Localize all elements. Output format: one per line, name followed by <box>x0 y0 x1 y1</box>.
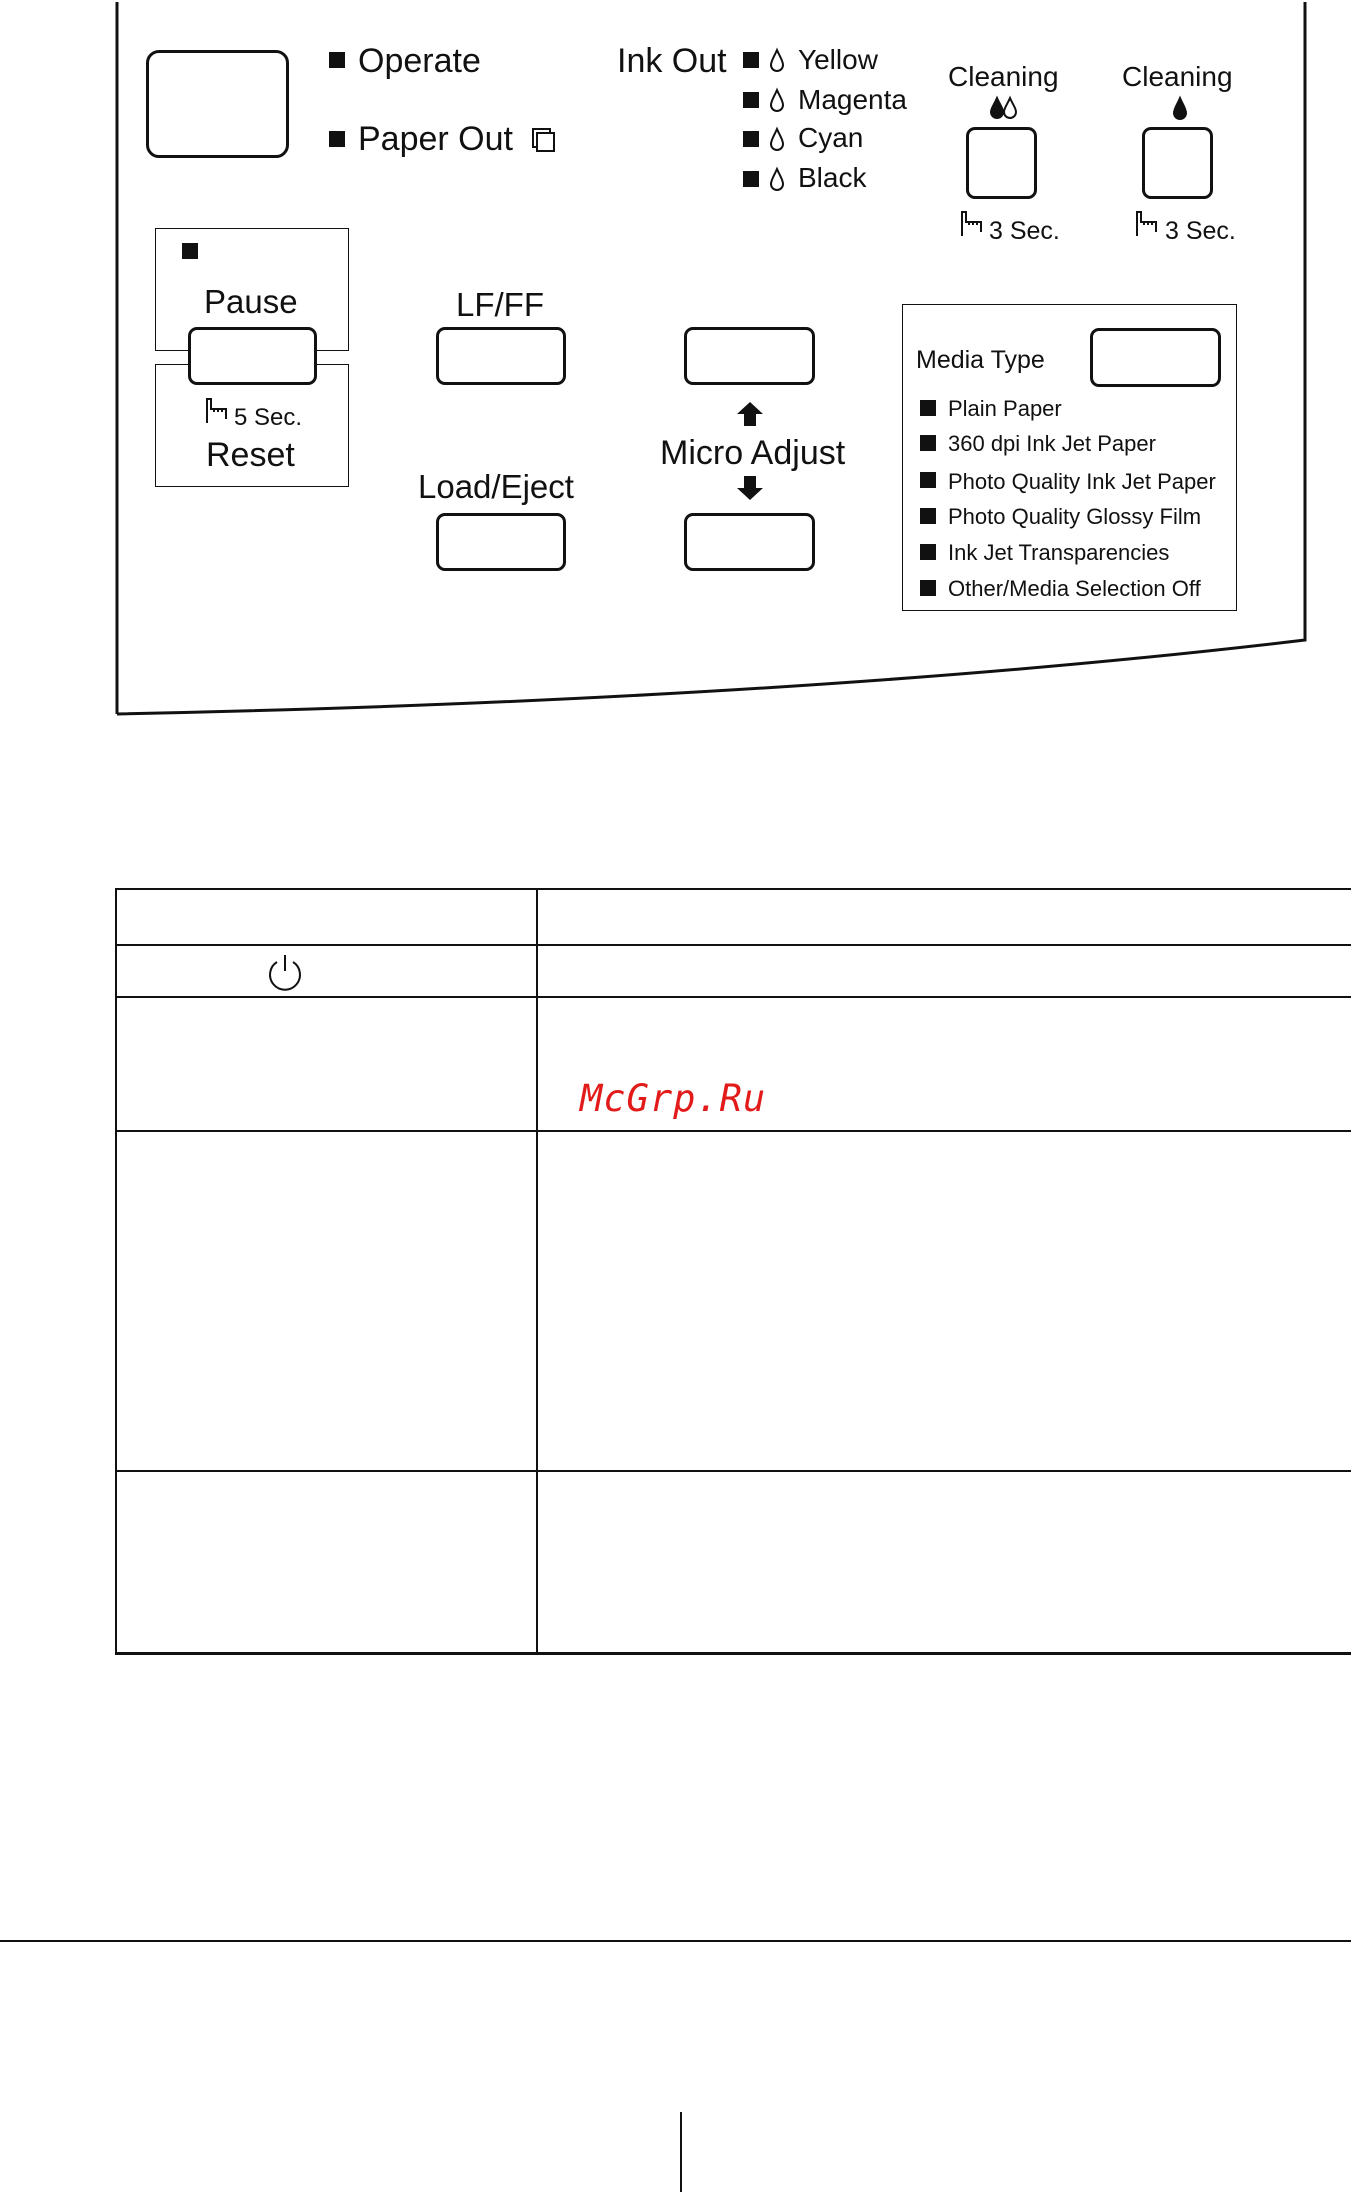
load-eject-button[interactable] <box>436 513 566 571</box>
media-option-label: Photo Quality Glossy Film <box>948 504 1202 529</box>
media-option-label: Photo Quality Ink Jet Paper <box>948 469 1216 494</box>
media-transparencies-light <box>920 544 936 560</box>
media-plain-paper-light <box>920 400 936 416</box>
ink-drop-icon <box>769 127 785 151</box>
ink-drop-icon <box>769 48 785 72</box>
arrow-down-icon <box>735 475 765 501</box>
media-type-button[interactable] <box>1090 328 1221 387</box>
cleaning-black-label: Cleaning <box>1122 61 1233 92</box>
ink-out-yellow-light <box>743 52 759 68</box>
paper-out-light <box>329 131 345 147</box>
operate-light <box>329 52 345 68</box>
ink-out-label: Ink Out <box>617 42 727 80</box>
lf-ff-label: LF/FF <box>456 286 544 323</box>
hand-press-icon <box>203 397 231 425</box>
ink-out-yellow-label: Yellow <box>798 44 878 75</box>
lf-ff-button[interactable] <box>436 327 566 385</box>
power-icon <box>265 953 305 993</box>
cleaning-black-hold-label: 3 Sec. <box>1165 217 1236 245</box>
pause-hold-label: 5 Sec. <box>234 404 303 431</box>
cleaning-color-label: Cleaning <box>948 61 1059 92</box>
media-glossy-film-light <box>920 508 936 524</box>
ink-out-black-light <box>743 171 759 187</box>
cleaning-black-button[interactable] <box>1142 127 1213 199</box>
ink-out-cyan-light <box>743 131 759 147</box>
media-photo-ink-jet-light <box>920 472 936 488</box>
media-type-label: Media Type <box>916 346 1045 374</box>
media-option-label: Ink Jet Transparencies <box>948 540 1170 565</box>
ink-drop-icon <box>769 167 785 191</box>
micro-adjust-down-button[interactable] <box>684 513 815 571</box>
table-row <box>116 1471 1351 1653</box>
ink-drop-icon <box>769 88 785 112</box>
footer-divider <box>680 2112 682 2192</box>
micro-adjust-label: Micro Adjust <box>660 434 846 472</box>
reset-label: Reset <box>206 436 295 474</box>
media-option-label: Other/Media Selection Off <box>948 576 1201 601</box>
arrow-up-icon <box>735 401 765 427</box>
ink-out-black-label: Black <box>798 162 867 193</box>
ink-drop-icon <box>1172 96 1188 120</box>
micro-adjust-up-button[interactable] <box>684 327 815 385</box>
media-option-label: Plain Paper <box>948 396 1062 421</box>
ink-out-cyan-label: Cyan <box>798 122 864 153</box>
button-function-table <box>115 888 1351 1655</box>
pause-button[interactable] <box>188 327 317 385</box>
cleaning-color-hold-label: 3 Sec. <box>989 217 1060 245</box>
paper-out-label: Paper Out <box>358 120 513 158</box>
table-row <box>116 945 1351 997</box>
paper-stack-icon <box>531 127 559 155</box>
hand-press-icon <box>958 210 986 238</box>
pause-label: Pause <box>204 283 298 320</box>
operate-label: Operate <box>358 42 481 80</box>
watermark: McGrp.Ru <box>580 1077 767 1120</box>
cleaning-color-button[interactable] <box>966 127 1037 199</box>
media-360dpi-light <box>920 435 936 451</box>
hand-press-icon <box>1133 210 1161 238</box>
power-button[interactable] <box>146 50 289 158</box>
pause-light <box>182 243 198 259</box>
ink-out-magenta-label: Magenta <box>798 84 907 115</box>
load-eject-label: Load/Eject <box>418 468 574 505</box>
media-other-off-light <box>920 580 936 596</box>
media-option-label: 360 dpi Ink Jet Paper <box>948 431 1156 456</box>
footer-rule <box>0 1940 1351 1942</box>
ink-drop-pair-icon <box>988 96 1020 120</box>
table-row <box>116 1131 1351 1471</box>
table-row <box>116 889 1351 945</box>
ink-out-magenta-light <box>743 92 759 108</box>
